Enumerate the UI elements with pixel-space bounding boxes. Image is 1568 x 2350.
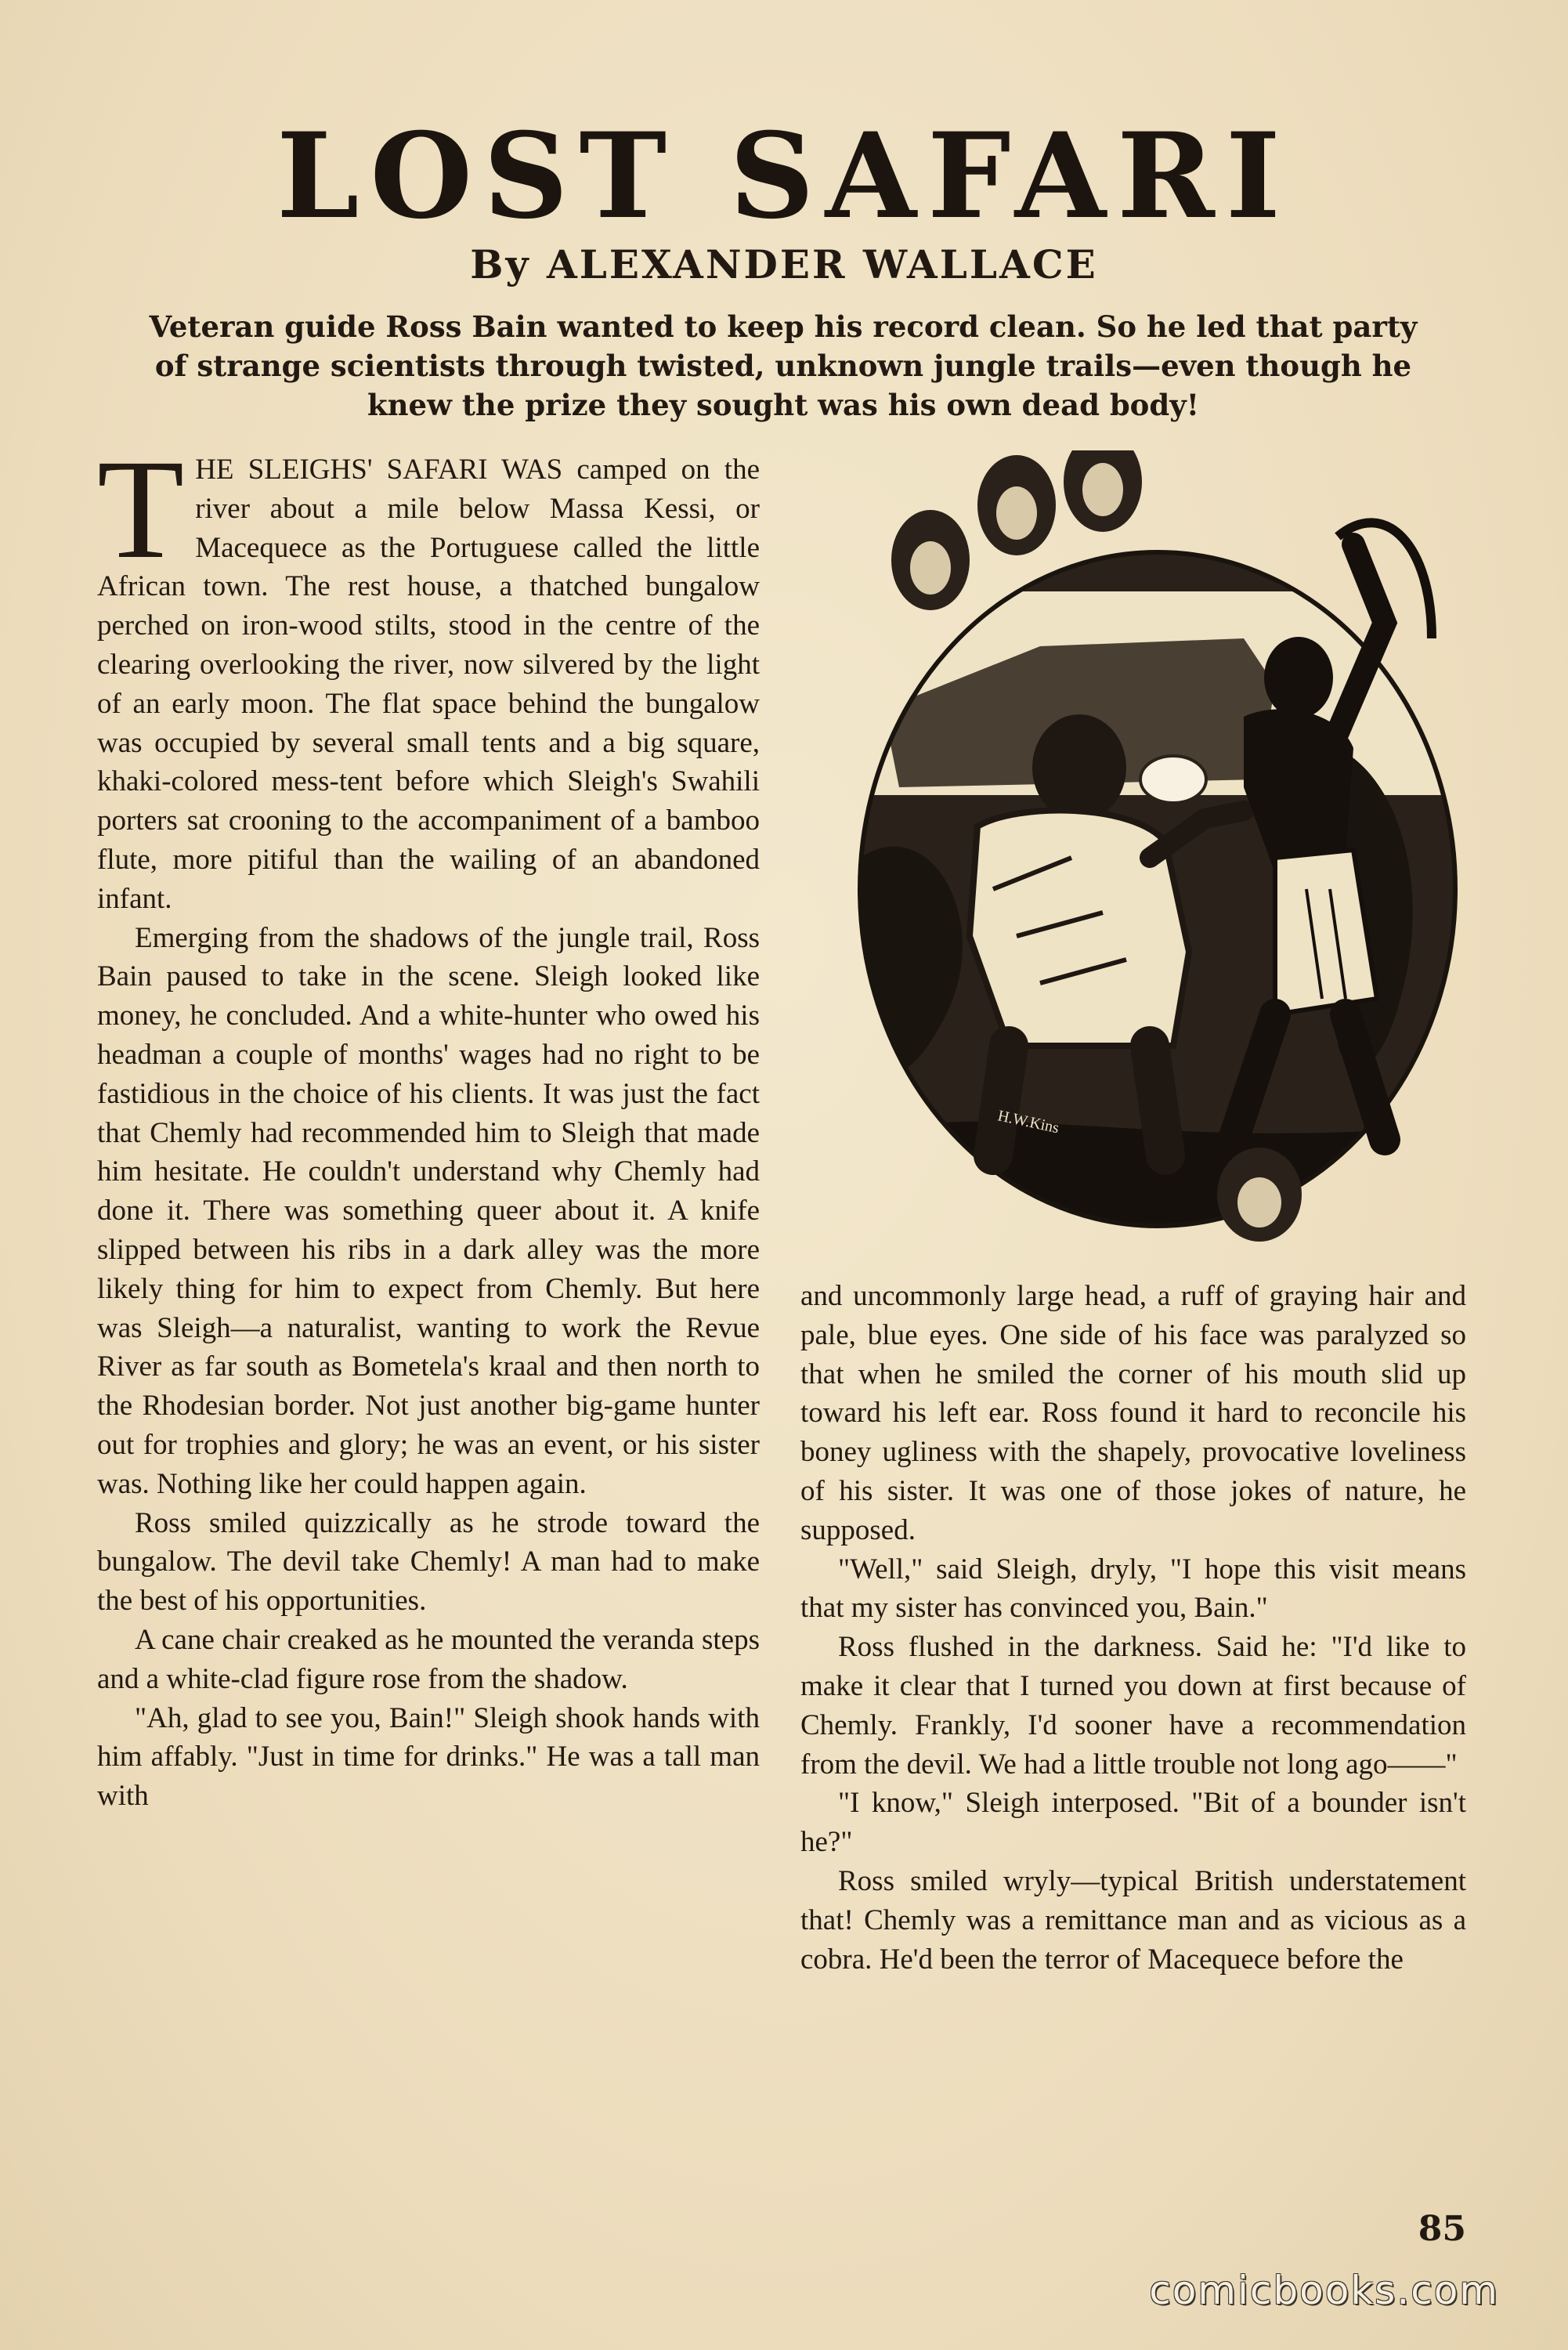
page-number: 85	[1418, 2209, 1466, 2249]
paragraph: Ross smiled quizzically as he strode toward the bungalow. The devil take Chemly! A man had to make the best of his opportunities.	[97, 1506, 760, 1618]
paragraph: "I know," Sleigh interposed. "Bit of a bounder isn't he?"	[800, 1787, 1466, 1859]
paragraph: Ross smiled wryly—typical British understatement that! Chemly was a remittance man and as vicious as a cobra. He'd been the terror of Macequece before the	[800, 1864, 1466, 1976]
story-deck: Veteran guide Ross Bain wanted to keep his record clean. So he led that party of strange scientists through twisted, unknown jungle trails—even though he knew the prize they sought was his own dead body!	[149, 309, 1418, 422]
left-column	[97, 431, 760, 1816]
paragraph: Emerging from the shadows of the jungle trail, Ross Bain paused to take in the scene. Sleigh looked like money, he concluded. And a white-hunter who owed his headman a couple of months' wages had no right to be fastidious in the choice of his clients. It was just the fact that Chemly had recommended him to Sleigh that made him hesitate. He couldn't understand why Chemly had done it. There was something queer about it. A knife slipped between his ribs in a dark alley was the more likely thing for him to expect from Chemly. But here was Sleigh—a naturalist, wanting to work the Revue River as far south as Bometela's kraal and then north to the Rhodesian border. Not just another big-game hunter out for trophies and glory; he was an event, or his sister was. Nothing like her could happen again.	[97, 921, 760, 1500]
illustration-drawing	[836, 450, 1463, 1249]
gunshot-smoke	[1140, 756, 1206, 803]
paragraph: "Well," said Sleigh, dryly, "I hope this visit means that my sister has convinced you, Bain."	[800, 1553, 1466, 1625]
paragraph	[97, 431, 760, 919]
story-illustration	[836, 450, 1463, 1249]
paragraph-text: HE SLEIGHS' SAFARI WAS camped on the river about a mile below Massa Kessi, or Macequece as the Portuguese called the little African town. The rest house, a thatched bungalow perched on iron-wood stilts, stood in the centre of the clearing overlooking the river, now silvered by the light of an early moon. The flat space behind the bungalow was occupied by several small tents and a big square, khaki-colored mess-tent before which Sleigh's Swahili porters sat crooning to the accompaniment of a bamboo flute, more pitiful than the wailing of an abandoned infant.	[97, 454, 760, 915]
paragraph: "Ah, glad to see you, Bain!" Sleigh shook hands with him affably. "Just in time for drinks." He was a tall man with	[97, 1701, 760, 1813]
author-byline: By ALEXANDER WALLACE	[470, 241, 1098, 287]
artist-signature: H.W.Kins	[995, 1107, 1061, 1137]
right-column	[800, 1277, 1466, 1979]
paragraph: and uncommonly large head, a ruff of graying hair and pale, blue eyes. One side of his face was paralyzed so that when he smiled the corner of his mouth slid up toward his left ear. Ross found it hard to reconcile his boney ugliness with the shapely, provocative loveliness of his sister. It was one of those jokes of nature, he supposed.	[800, 1280, 1466, 1546]
paragraph: Ross flushed in the darkness. Said he: "I'd like to make it clear that I turned you down at first because of Chemly. Frankly, I'd sooner have a recommendation from the devil. We had a little trouble not long ago——"	[800, 1631, 1466, 1781]
site-watermark: comicbooks.com	[1149, 2268, 1499, 2313]
story-title: LOST SAFARI	[276, 107, 1292, 245]
drop-cap: T	[97, 431, 185, 588]
paragraph: A cane chair creaked as he mounted the veranda steps and a white-clad figure rose from the shadow.	[97, 1623, 760, 1695]
